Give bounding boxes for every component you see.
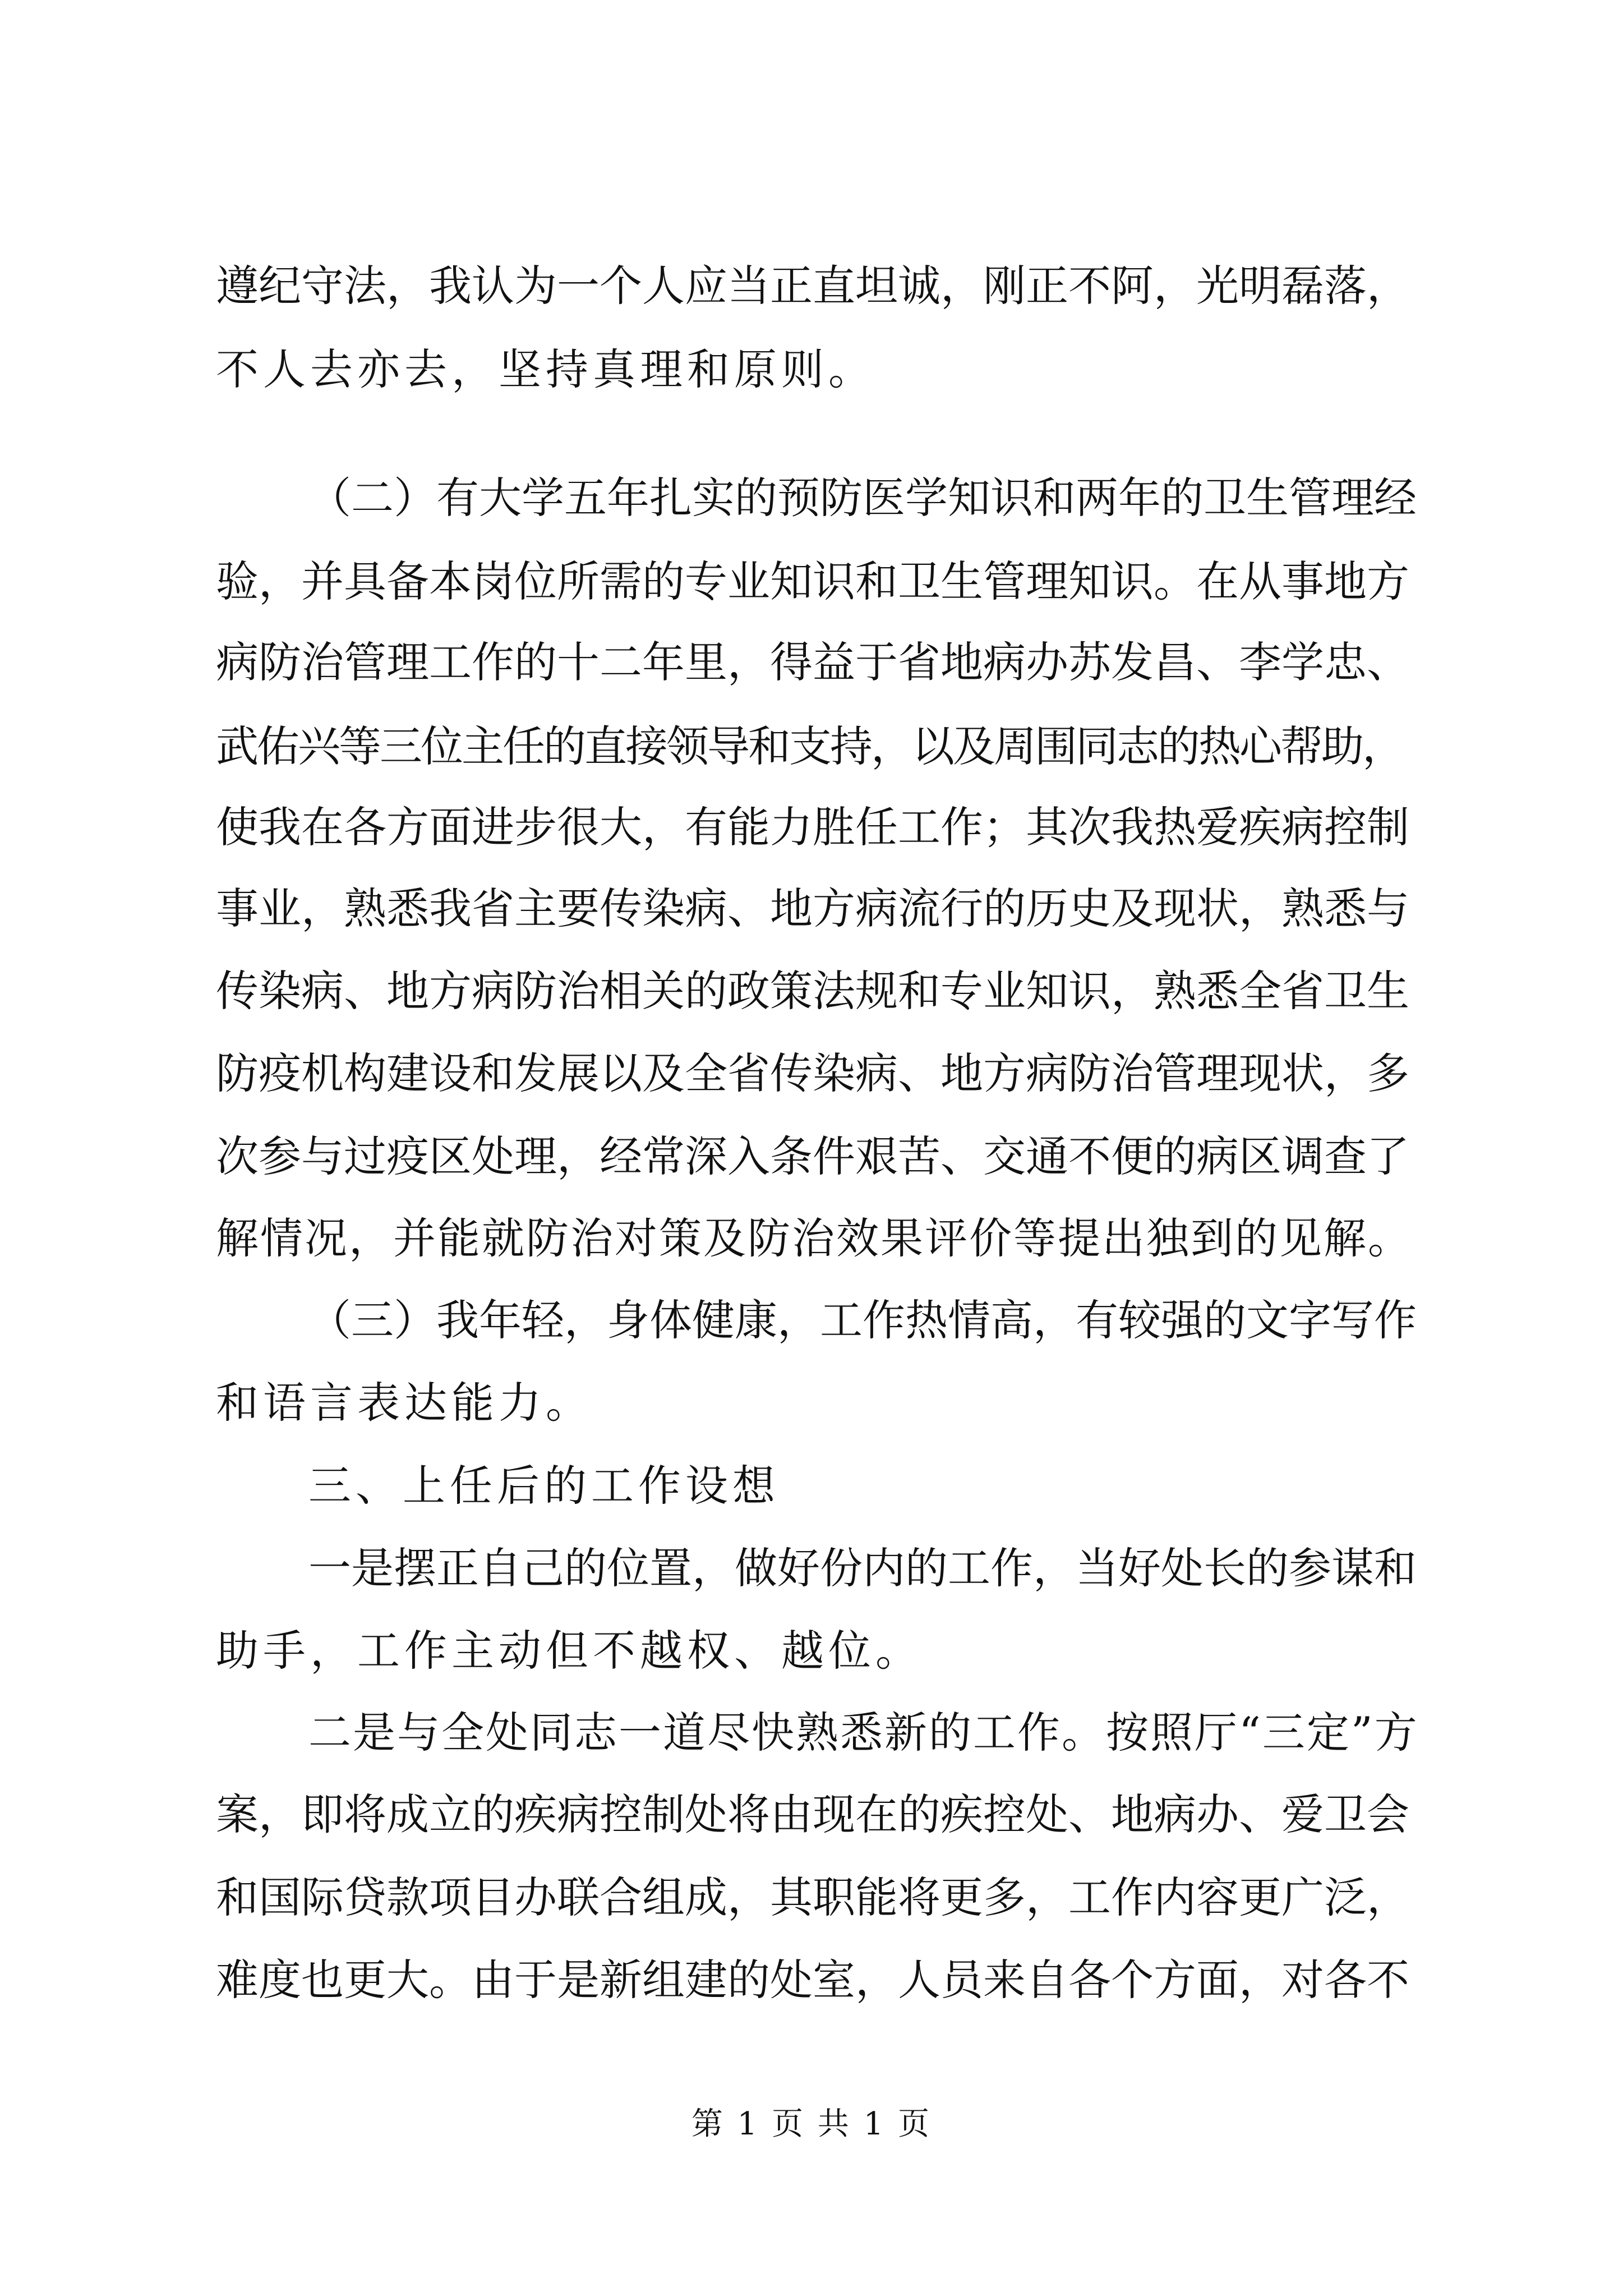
- text-line: 遵纪守法，我认为一个人应当正直坦诚，刚正不阿，光明磊落，: [216, 261, 1409, 311]
- page-footer: 第 1 页 共 1 页: [691, 2106, 932, 2142]
- text-line: 次参与过疫区处理，经常深入条件艰苦、交通不便的病区调查了: [216, 1131, 1409, 1181]
- text-line: （二）有大学五年扎实的预防医学知识和两年的卫生管理经: [308, 473, 1417, 523]
- text-line: 一是摆正自己的位置，做好份内的工作，当好处长的参谋和: [308, 1543, 1417, 1593]
- text-line: 使我在各方面进步很大，有能力胜任工作；其次我热爱疾病控制: [216, 802, 1409, 852]
- section-heading: 三、上任后的工作设想: [308, 1461, 780, 1511]
- text-line: 案，即将成立的疾病控制处将由现在的疾控处、地病办、爱卫会: [216, 1789, 1409, 1839]
- text-line: 病防治管理工作的十二年里，得益于省地病办苏发昌、李学忠、: [216, 637, 1409, 687]
- text-line: 传染病、地方病防治相关的政策法规和专业知识，熟悉全省卫生: [216, 966, 1409, 1016]
- text-line: （三）我年轻，身体健康，工作热情高，有较强的文字写作: [308, 1295, 1417, 1345]
- text-line: 防疫机构建设和发展以及全省传染病、地方病防治管理现状，多: [216, 1048, 1409, 1098]
- text-line: 难度也更大。由于是新组建的处室，人员来自各个方面，对各不: [216, 1955, 1409, 2005]
- text-line: 武佑兴等三位主任的直接领导和支持，以及周围同志的热心帮助，: [216, 721, 1403, 771]
- text-line: 事业，熟悉我省主要传染病、地方病流行的历史及现状，熟悉与: [216, 884, 1409, 933]
- text-line: 和语言表达能力。: [216, 1378, 593, 1428]
- text-line: 和国际贷款项目办联合组成，其职能将更多，工作内容更广泛，: [216, 1872, 1409, 1922]
- text-line: 助手，工作主动但不越权、越位。: [216, 1626, 923, 1676]
- text-line: 二是与全处同志一道尽快熟悉新的工作。按照厅“三定”方: [308, 1708, 1419, 1757]
- text-line: 不人去亦去，坚持真理和原则。: [216, 344, 875, 394]
- text-line: 解情况，并能就防治对策及防治效果评价等提出独到的见解。: [216, 1213, 1412, 1263]
- text-line: 验，并具备本岗位所需的专业知识和卫生管理知识。在从事地方: [216, 556, 1409, 606]
